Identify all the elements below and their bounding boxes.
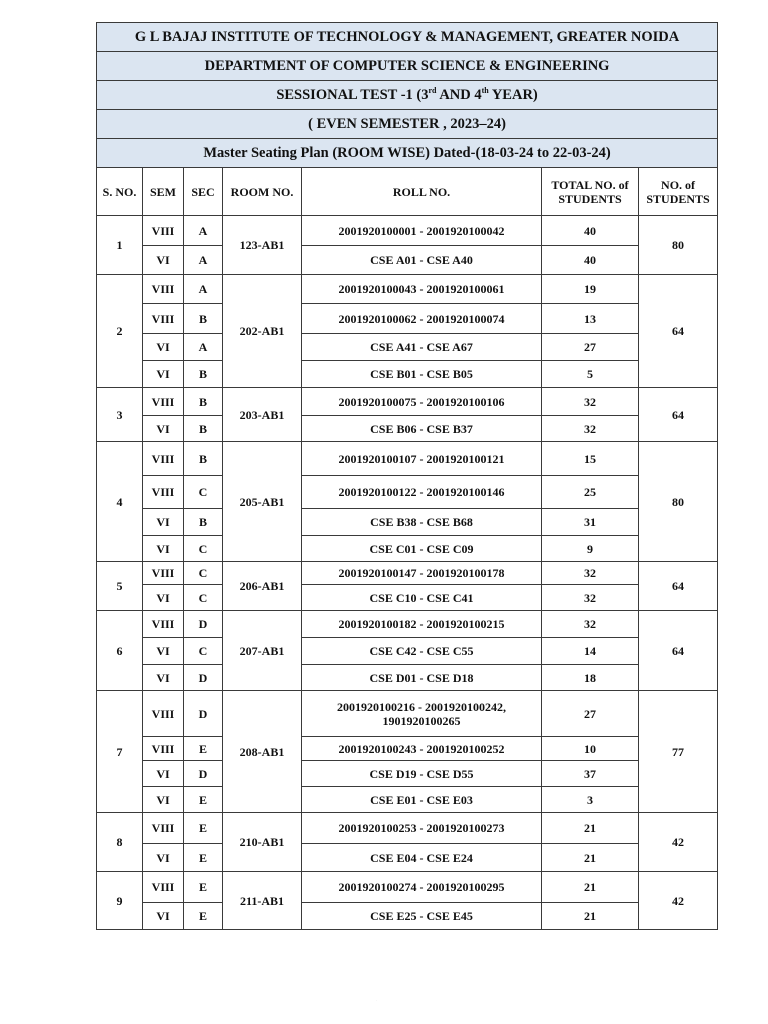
- test-title-sup: th: [481, 86, 489, 96]
- semester-cell: VI: [143, 903, 184, 930]
- total-students-cell: 25: [542, 476, 639, 509]
- table-row: [97, 536, 718, 562]
- room-number-cell: 206-AB1: [223, 562, 302, 611]
- total-students-cell: 21: [542, 903, 639, 930]
- room-number-cell: 205-AB1: [223, 442, 302, 562]
- section-cell: C: [184, 585, 223, 611]
- semester-cell: VI: [143, 585, 184, 611]
- roll-range-cell: CSE B01 - CSE B05: [302, 361, 542, 388]
- room-students-cell: 64: [639, 388, 718, 442]
- semester-cell: VI: [143, 665, 184, 691]
- semester-cell: VIII: [143, 388, 184, 416]
- semester-cell: VI: [143, 416, 184, 442]
- total-students-cell: 31: [542, 509, 639, 536]
- semester-cell: VI: [143, 638, 184, 665]
- roll-range-cell: CSE C01 - CSE C09: [302, 536, 542, 562]
- roll-range-cell: CSE A01 - CSE A40: [302, 246, 542, 275]
- table-row: [97, 737, 718, 761]
- total-students-cell: 10: [542, 737, 639, 761]
- serial-number-cell: 3: [97, 388, 143, 442]
- col-header-total: TOTAL NO. of STUDENTS: [542, 168, 639, 216]
- roll-range-cell: 2001920100001 - 2001920100042: [302, 216, 542, 246]
- table-row: [97, 761, 718, 787]
- table-row: [97, 585, 718, 611]
- section-cell: B: [184, 361, 223, 388]
- roll-range-cell: 2001920100122 - 2001920100146: [302, 476, 542, 509]
- total-students-cell: 32: [542, 585, 639, 611]
- serial-number-cell: 7: [97, 691, 143, 813]
- table-row: [97, 246, 718, 275]
- total-students-cell: 13: [542, 304, 639, 334]
- room-number-cell: 210-AB1: [223, 813, 302, 872]
- total-students-cell: 40: [542, 246, 639, 275]
- semester-cell: VIII: [143, 737, 184, 761]
- table-row: [97, 334, 718, 361]
- semester-cell: VIII: [143, 275, 184, 304]
- semester-cell: VI: [143, 509, 184, 536]
- table-row: [97, 509, 718, 536]
- table-row: [97, 442, 718, 476]
- semester-cell: VI: [143, 761, 184, 787]
- section-cell: E: [184, 903, 223, 930]
- semester-cell: VI: [143, 536, 184, 562]
- room-students-cell: 42: [639, 813, 718, 872]
- semester-cell: VIII: [143, 442, 184, 476]
- room-students-cell: 64: [639, 562, 718, 611]
- roll-range-cell: CSE A41 - CSE A67: [302, 334, 542, 361]
- total-students-cell: 27: [542, 334, 639, 361]
- seating-plan-body: [97, 216, 718, 930]
- section-cell: A: [184, 216, 223, 246]
- room-number-cell: 123-AB1: [223, 216, 302, 275]
- section-cell: D: [184, 761, 223, 787]
- roll-range-cell: CSE E01 - CSE E03: [302, 787, 542, 813]
- room-students-cell: 77: [639, 691, 718, 813]
- table-row: [97, 388, 718, 416]
- test-title-part: AND 4: [436, 87, 482, 103]
- total-students-cell: 9: [542, 536, 639, 562]
- table-row: [97, 872, 718, 903]
- roll-range-cell: 2001920100107 - 2001920100121: [302, 442, 542, 476]
- semester-title: ( EVEN SEMESTER , 2023–24): [97, 110, 718, 139]
- col-header-roll: ROLL NO.: [302, 168, 542, 216]
- total-students-cell: 3: [542, 787, 639, 813]
- table-row: [97, 275, 718, 304]
- table-row: [97, 562, 718, 585]
- roll-range-cell: 2001920100182 - 2001920100215: [302, 611, 542, 638]
- total-students-cell: 37: [542, 761, 639, 787]
- semester-cell: VIII: [143, 216, 184, 246]
- section-cell: E: [184, 844, 223, 872]
- table-row: [97, 903, 718, 930]
- room-number-cell: 203-AB1: [223, 388, 302, 442]
- serial-number-cell: 8: [97, 813, 143, 872]
- roll-range-cell: 2001920100253 - 2001920100273: [302, 813, 542, 844]
- total-students-cell: 18: [542, 665, 639, 691]
- section-cell: A: [184, 246, 223, 275]
- table-row: [97, 216, 718, 246]
- semester-cell: VIII: [143, 304, 184, 334]
- total-students-cell: 27: [542, 691, 639, 737]
- roll-range-cell: CSE B06 - CSE B37: [302, 416, 542, 442]
- total-students-cell: 32: [542, 416, 639, 442]
- semester-cell: VIII: [143, 611, 184, 638]
- room-students-cell: 80: [639, 442, 718, 562]
- semester-cell: VI: [143, 334, 184, 361]
- semester-cell: VI: [143, 787, 184, 813]
- total-students-cell: 32: [542, 611, 639, 638]
- serial-number-cell: 5: [97, 562, 143, 611]
- section-cell: B: [184, 509, 223, 536]
- roll-range-cell: CSE C10 - CSE C41: [302, 585, 542, 611]
- room-students-cell: 80: [639, 216, 718, 275]
- roll-range-cell: 2001920100062 - 2001920100074: [302, 304, 542, 334]
- section-cell: B: [184, 304, 223, 334]
- table-row: [97, 361, 718, 388]
- table-row: [97, 813, 718, 844]
- table-row: [97, 844, 718, 872]
- section-cell: B: [184, 416, 223, 442]
- section-cell: C: [184, 562, 223, 585]
- col-header-count: NO. of STUDENTS: [639, 168, 718, 216]
- total-students-cell: 21: [542, 813, 639, 844]
- test-title-sup: rd: [428, 86, 437, 96]
- section-cell: E: [184, 787, 223, 813]
- semester-cell: VI: [143, 246, 184, 275]
- roll-range-cell: 2001920100274 - 2001920100295: [302, 872, 542, 903]
- semester-cell: VIII: [143, 691, 184, 737]
- roll-range-cell: CSE E25 - CSE E45: [302, 903, 542, 930]
- room-students-cell: 64: [639, 275, 718, 388]
- table-row: [97, 691, 718, 737]
- col-header-room: ROOM NO.: [223, 168, 302, 216]
- section-cell: A: [184, 334, 223, 361]
- col-header-sno: S. NO.: [97, 168, 143, 216]
- section-cell: C: [184, 638, 223, 665]
- section-cell: B: [184, 388, 223, 416]
- section-cell: B: [184, 442, 223, 476]
- col-header-sec: SEC: [184, 168, 223, 216]
- roll-range-cell: 2001920100147 - 2001920100178: [302, 562, 542, 585]
- room-number-cell: 208-AB1: [223, 691, 302, 813]
- section-cell: C: [184, 536, 223, 562]
- plan-title: Master Seating Plan (ROOM WISE) Dated-(18-03-24 to 22-03-24): [97, 139, 718, 168]
- table-row: [97, 665, 718, 691]
- roll-range-cell: CSE B38 - CSE B68: [302, 509, 542, 536]
- total-students-cell: 21: [542, 872, 639, 903]
- roll-range-cell: CSE C42 - CSE C55: [302, 638, 542, 665]
- room-number-cell: 211-AB1: [223, 872, 302, 930]
- institute-title: G L BAJAJ INSTITUTE OF TECHNOLOGY & MANAGEMENT, GREATER NOIDA: [97, 23, 718, 52]
- section-cell: D: [184, 611, 223, 638]
- semester-cell: VIII: [143, 872, 184, 903]
- semester-cell: VIII: [143, 813, 184, 844]
- table-row: [97, 638, 718, 665]
- section-cell: E: [184, 737, 223, 761]
- total-students-cell: 32: [542, 562, 639, 585]
- test-title-part: SESSIONAL TEST -1 (3: [276, 87, 429, 103]
- table-row: [97, 787, 718, 813]
- total-students-cell: 5: [542, 361, 639, 388]
- test-title-part: YEAR): [488, 87, 538, 103]
- semester-cell: VIII: [143, 476, 184, 509]
- semester-cell: VIII: [143, 562, 184, 585]
- roll-range-cell: 2001920100243 - 2001920100252: [302, 737, 542, 761]
- room-students-cell: 42: [639, 872, 718, 930]
- room-number-cell: 202-AB1: [223, 275, 302, 388]
- section-cell: D: [184, 665, 223, 691]
- test-title: [97, 81, 718, 110]
- col-header-sem: SEM: [143, 168, 184, 216]
- roll-range-cell: 2001920100043 - 2001920100061: [302, 275, 542, 304]
- department-title: DEPARTMENT OF COMPUTER SCIENCE & ENGINEERING: [97, 52, 718, 81]
- total-students-cell: 19: [542, 275, 639, 304]
- section-cell: D: [184, 691, 223, 737]
- room-students-cell: 64: [639, 611, 718, 691]
- roll-range-cell: CSE D19 - CSE D55: [302, 761, 542, 787]
- total-students-cell: 21: [542, 844, 639, 872]
- total-students-cell: 32: [542, 388, 639, 416]
- serial-number-cell: 9: [97, 872, 143, 930]
- table-row: [97, 416, 718, 442]
- page-footer-mark: ·: [376, 998, 377, 1002]
- table-row: [97, 304, 718, 334]
- section-cell: A: [184, 275, 223, 304]
- total-students-cell: 40: [542, 216, 639, 246]
- serial-number-cell: 4: [97, 442, 143, 562]
- semester-cell: VI: [143, 844, 184, 872]
- serial-number-cell: 6: [97, 611, 143, 691]
- roll-range-cell: 2001920100075 - 2001920100106: [302, 388, 542, 416]
- seating-plan-table: [96, 22, 718, 930]
- section-cell: E: [184, 872, 223, 903]
- section-cell: E: [184, 813, 223, 844]
- serial-number-cell: 1: [97, 216, 143, 275]
- roll-range-cell: CSE E04 - CSE E24: [302, 844, 542, 872]
- semester-cell: VI: [143, 361, 184, 388]
- section-cell: C: [184, 476, 223, 509]
- table-row: [97, 611, 718, 638]
- roll-range-cell: 2001920100216 - 2001920100242, 1901920100265: [302, 691, 542, 737]
- room-number-cell: 207-AB1: [223, 611, 302, 691]
- total-students-cell: 15: [542, 442, 639, 476]
- total-students-cell: 14: [542, 638, 639, 665]
- serial-number-cell: 2: [97, 275, 143, 388]
- roll-range-cell: CSE D01 - CSE D18: [302, 665, 542, 691]
- table-row: [97, 476, 718, 509]
